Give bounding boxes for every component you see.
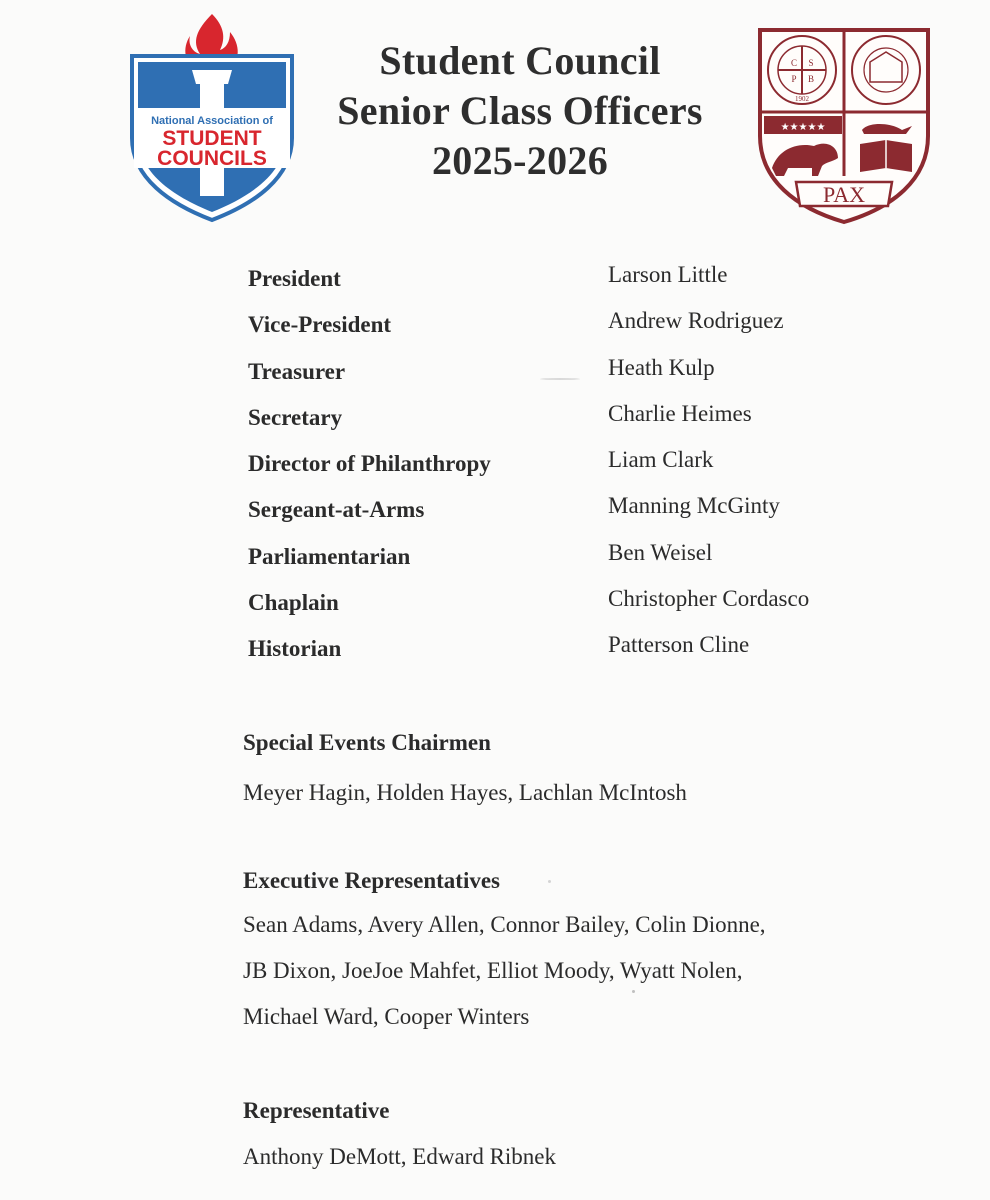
officer-title: Chaplain [248,590,339,616]
executive-reps-line: Sean Adams, Avery Allen, Connor Bailey, Colin Dionne, [243,912,766,937]
officer-row [246,491,886,537]
officer-row [246,538,886,584]
title-line-1: Student Council [379,38,661,83]
officer-name: Liam Clark [608,447,714,473]
scan-speck [540,378,580,380]
crest-letter-c: C [790,58,798,68]
svg-text:★★★★★: ★★★★★ [780,122,826,133]
nasc-line2: STUDENT [162,127,262,150]
officer-name: Christopher Cordasco [608,586,810,612]
scan-speck [632,990,635,993]
executive-reps-line: JB Dixon, JoeJoe Mahfet, Elliot Moody, Wyatt Nolen, [243,958,743,983]
school-crest-logo [756,26,932,226]
crest-year: 1902 [795,95,809,103]
representative-line: Anthony DeMott, Edward Ribnek [243,1144,557,1169]
page-title [300,36,740,186]
title-line-2: Senior Class Officers [337,88,703,133]
crest-letter-p: P [791,74,797,84]
officer-title: President [248,266,341,291]
executive-reps-line: Michael Ward, Cooper Winters [243,1004,530,1029]
officer-row [246,260,886,306]
officer-row [246,630,886,676]
officer-row [246,306,886,352]
title-line-3: 2025-2026 [431,138,609,183]
scan-speck [548,880,551,883]
officer-title: Secretary [248,404,343,430]
crest-letter-s: S [808,58,814,68]
nasc-line1: National Association of [151,115,273,127]
representative-section [243,1096,903,1180]
officer-title: Historian [248,636,342,662]
nasc-logo [126,8,298,224]
special-events-section [243,728,903,816]
officer-title: Director of Philanthropy [248,451,491,477]
officer-name: Larson Little [608,262,728,287]
officer-row [246,353,886,399]
officer-name: Ben Weisel [608,539,713,565]
nasc-line3: COUNCILS [157,147,267,170]
officer-row [246,445,886,491]
special-events-heading: Special Events Chairmen [243,730,491,755]
officer-title: Parliamentarian [248,543,411,569]
officer-name: Heath Kulp [608,354,715,380]
officer-name: Charlie Heimes [608,400,752,426]
officer-title: Sergeant-at-Arms [248,497,425,523]
officers-list [246,260,886,677]
officer-title: Treasurer [248,358,346,384]
officer-row [246,584,886,630]
officer-row [246,399,886,445]
officer-name: Andrew Rodriguez [608,308,784,334]
officer-title: Vice-President [248,312,392,338]
representative-heading: Representative [243,1098,390,1123]
officer-name: Manning McGinty [608,493,780,519]
executive-reps-heading: Executive Representatives [243,868,500,893]
crest-motto: PAX [823,182,865,207]
special-events-line: Meyer Hagin, Holden Hayes, Lachlan McIntosh [243,780,687,805]
officer-name: Patterson Cline [608,632,750,658]
executive-reps-section [243,866,903,1040]
crest-letter-b: B [807,74,815,84]
